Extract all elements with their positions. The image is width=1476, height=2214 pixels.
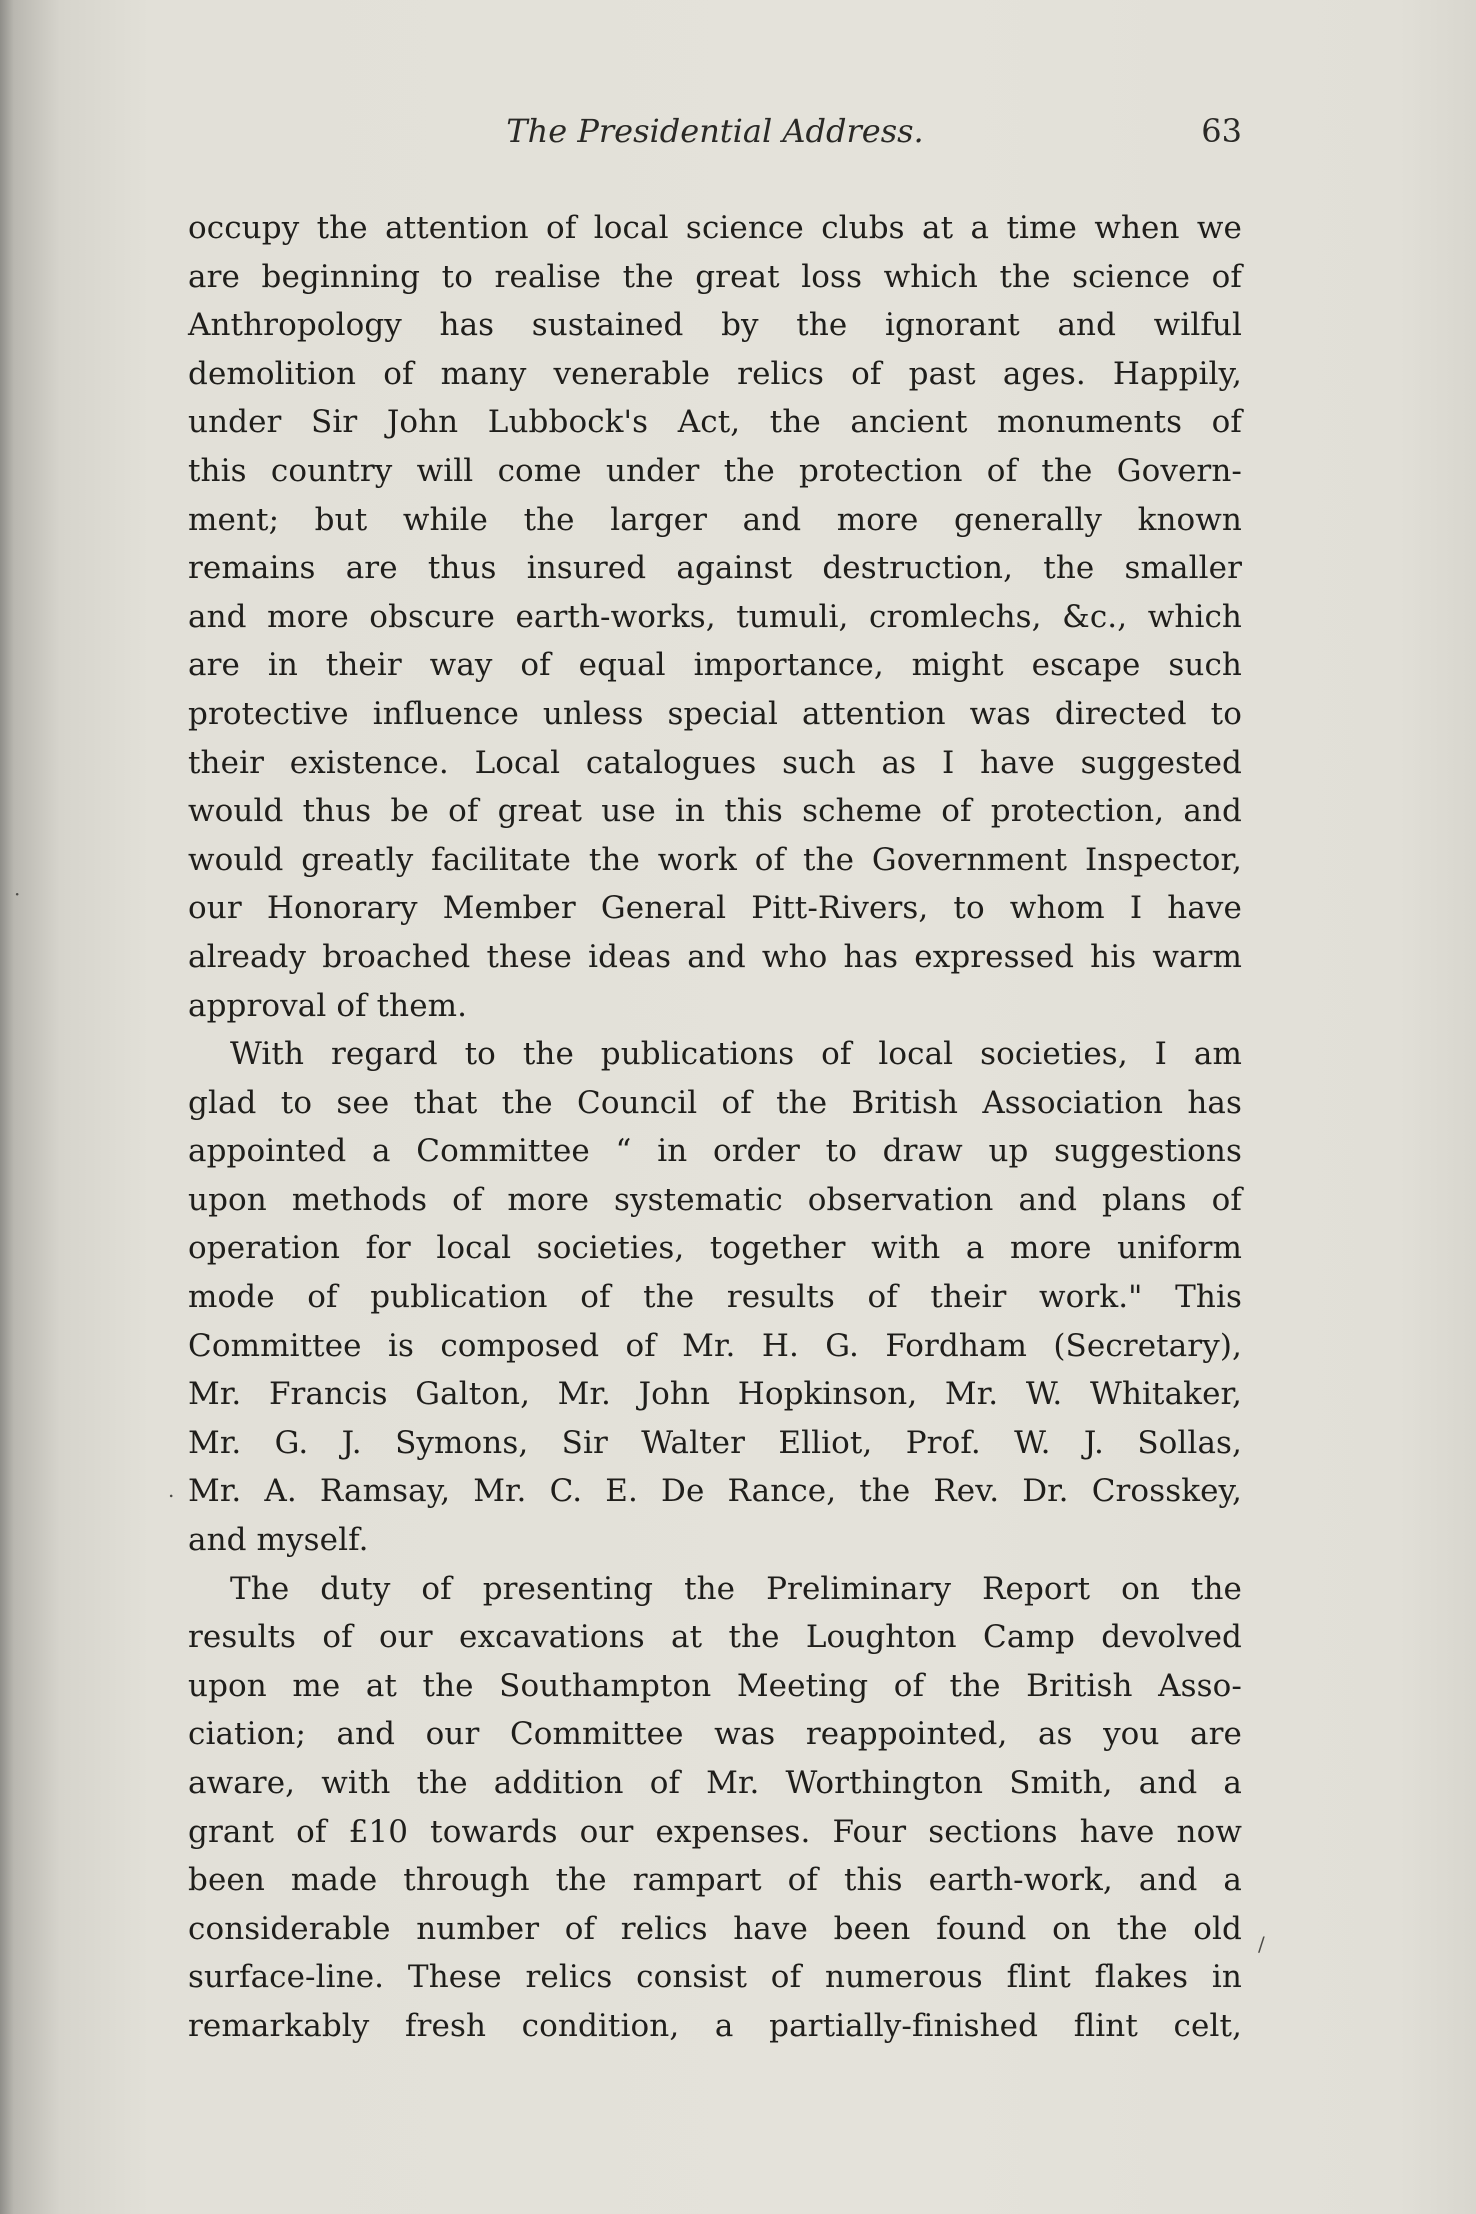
- body-text: [188, 204, 1242, 2051]
- text-line: appointed a Committee “ in order to draw up suggestions: [188, 1133, 1242, 1170]
- page-number: 63: [1201, 112, 1242, 150]
- text-line: their existence. Local catalogues such as I have suggested: [188, 744, 1242, 781]
- text-line: results of our excavations at the Loughton Camp devolved: [188, 1619, 1242, 1656]
- text-line: would thus be of great use in this scheme of protection, and: [188, 793, 1242, 830]
- text-line: remains are thus insured against destruction, the smaller: [188, 550, 1242, 587]
- text-line: are in their way of equal importance, might escape such: [188, 647, 1242, 684]
- text-line: Committee is composed of Mr. H. G. Fordham (Secretary),: [188, 1327, 1242, 1364]
- text-line: our Honorary Member General Pitt-Rivers, to whom I have: [188, 890, 1242, 927]
- text-line: glad to see that the Council of the British Association has: [188, 1084, 1242, 1121]
- page-header: [188, 112, 1242, 162]
- margin-speck: .: [168, 1478, 175, 1502]
- text-line: protective influence unless special attention was directed to: [188, 695, 1242, 732]
- text-line: upon me at the Southampton Meeting of the British Asso-: [188, 1667, 1242, 1704]
- text-line: Mr. G. J. Symons, Sir Walter Elliot, Prof. W. J. Sollas,: [188, 1424, 1242, 1461]
- text-line: and myself.: [188, 1522, 369, 1559]
- text-line: are beginning to realise the great loss which the science of: [188, 258, 1242, 295]
- paragraph-start-line: With regard to the publications of local societies, I am: [230, 1036, 1242, 1073]
- text-line: Mr. Francis Galton, Mr. John Hopkinson, Mr. W. Whitaker,: [188, 1376, 1242, 1413]
- margin-speck: ·: [14, 882, 21, 906]
- text-line: been made through the rampart of this earth-work, and a: [188, 1862, 1242, 1899]
- running-title: The Presidential Address.: [506, 112, 924, 150]
- text-line: surface-line. These relics consist of numerous flint flakes in: [188, 1959, 1242, 1996]
- text-line: already broached these ideas and who has expressed his warm: [188, 938, 1242, 975]
- text-line: operation for local societies, together with a more uniform: [188, 1230, 1242, 1267]
- text-line: aware, with the addition of Mr. Worthington Smith, and a: [188, 1765, 1242, 1801]
- text-line: ciation; and our Committee was reappointed, as you are: [188, 1716, 1242, 1753]
- margin-speck: /: [1258, 1932, 1265, 1956]
- text-line: would greatly facilitate the work of the Government Inspector,: [188, 841, 1242, 878]
- text-line: Anthropology has sustained by the ignorant and wilful: [188, 307, 1242, 344]
- text-line: and more obscure earth-works, tumuli, cromlechs, &c., which: [188, 598, 1242, 635]
- text-line: considerable number of relics have been found on the old: [188, 1910, 1242, 1947]
- text-line: ment; but while the larger and more generally known: [188, 501, 1242, 538]
- text-line: grant of £10 towards our expenses. Four sections have now: [188, 1813, 1242, 1850]
- text-line: occupy the attention of local science clubs at a time when we: [188, 210, 1242, 246]
- text-line: approval of them.: [188, 987, 468, 1024]
- text-line: this country will come under the protection of the Govern-: [188, 452, 1242, 489]
- text-line: under Sir John Lubbock's Act, the ancient monuments of: [188, 404, 1242, 441]
- text-line: demolition of many venerable relics of past ages. Happily,: [188, 355, 1242, 392]
- text-line: remarkably fresh condition, a partially-finished flint celt,: [188, 2007, 1242, 2044]
- text-line: upon methods of more systematic observation and plans of: [188, 1181, 1242, 1218]
- text-line: mode of publication of the results of their work." This: [188, 1279, 1242, 1316]
- paragraph-start-line: The duty of presenting the Preliminary Report on the: [230, 1570, 1242, 1607]
- text-line: Mr. A. Ramsay, Mr. C. E. De Rance, the Rev. Dr. Crosskey,: [188, 1473, 1242, 1510]
